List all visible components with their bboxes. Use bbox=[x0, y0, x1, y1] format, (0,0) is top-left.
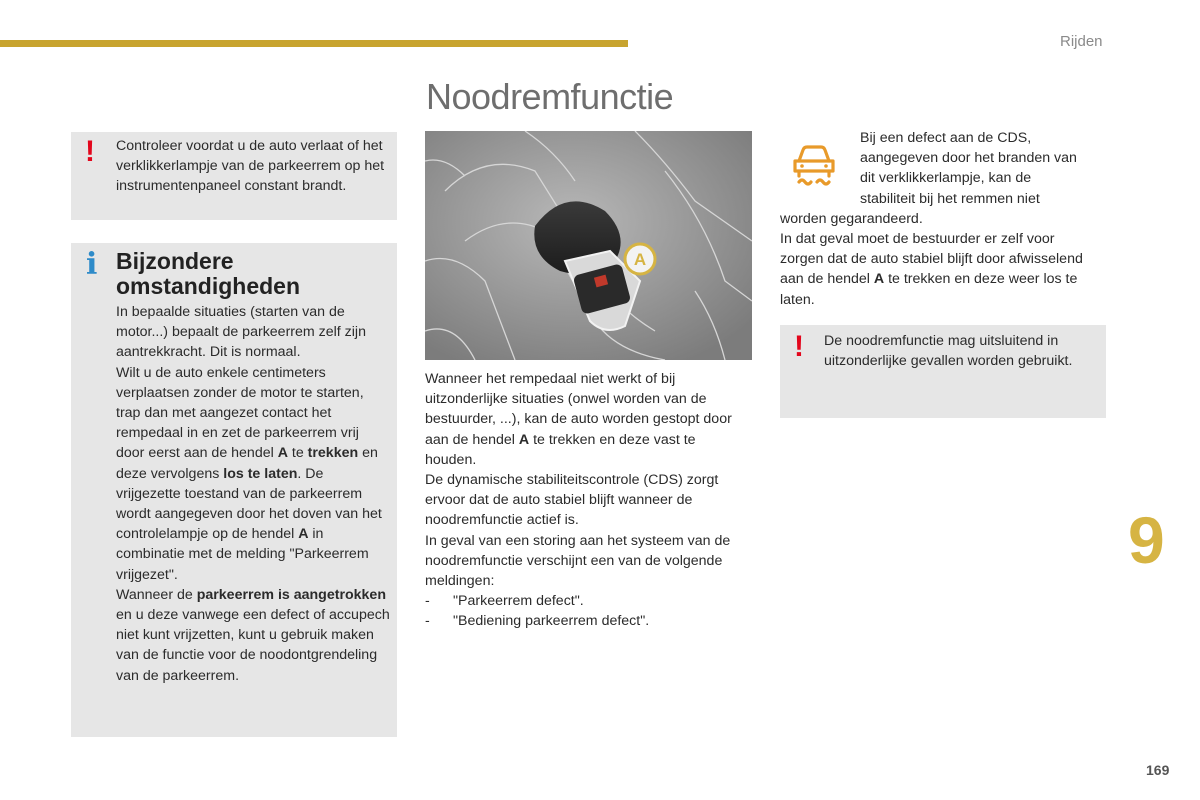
info-title-line2: omstandigheden bbox=[116, 273, 301, 299]
warning-right-text: De noodremfunctie mag uitsluitend in uitzonderlijke gevallen worden gebruikt. bbox=[824, 333, 1073, 370]
callout-label-a: A bbox=[633, 250, 647, 269]
middle-paragraph-2: De dynamische stabiliteitscontrole (CDS) zorgt ervoor dat de auto stabiel blijft wanneer de noodremfunctie actief is. bbox=[425, 472, 719, 529]
list-item: - "Bediening parkeerrem defect". bbox=[425, 611, 750, 631]
header-gold-bar bbox=[0, 40, 628, 47]
middle-paragraph-3: In geval van een storing aan het systeem van de noodremfunctie verschijnt een van de volgende meldingen: bbox=[425, 532, 731, 590]
info-paragraph-2: Wilt u de auto enkele centimeters verplaatsen zonder de motor te starten, trap dan met aangezet contact het rempedaal in en zet de parkeerrem vrij door eerst aan de hendel A te trekken en deze vervolgens los te laten. De vrijgezette toestand van de parkeerrem wordt aangegeven door het doven van het controlelampje op de hendel A in combinatie met de melding "Parkeerrem vrijgezet". bbox=[116, 364, 382, 583]
warning-top-text: Controleer voordat u de auto verlaat of het verklikkerlampje van de parkeerrem op het instrumentenpaneel constant brandt. bbox=[116, 138, 385, 195]
parking-brake-console-image bbox=[425, 131, 752, 360]
info-icon: i bbox=[86, 247, 98, 282]
page-number: 169 bbox=[1146, 762, 1170, 778]
warning-exclamation-icon: ! bbox=[85, 135, 95, 168]
page-title: Noodremfunctie bbox=[426, 76, 674, 117]
cds-warning-icon bbox=[790, 140, 838, 192]
middle-column-text bbox=[425, 369, 750, 632]
section-title: Rijden bbox=[1060, 33, 1103, 50]
warning-exclamation-icon: ! bbox=[794, 330, 804, 363]
info-paragraph-1: In bepaalde situaties (starten van de motor...) bepaalt de parkeerrem zelf zijn aantrekkracht. Dit is normaal. bbox=[116, 304, 366, 361]
message-list bbox=[425, 591, 750, 631]
chapter-number: 9 bbox=[1128, 503, 1165, 577]
info-box-body bbox=[116, 302, 391, 686]
info-box-title bbox=[116, 249, 300, 299]
cds-paragraph-2: In dat geval moet de bestuurder er zelf voor zorgen dat de auto stabiel blijft door afwisselend aan de hendel A te trekken en deze weer los te laten. bbox=[780, 231, 1083, 308]
cds-paragraph-continued: worden gegarandeerd. bbox=[780, 211, 923, 227]
cds-paragraph-indented: Bij een defect aan de CDS, aangegeven door het branden van dit verklikkerlampje, kan de stabiliteit bij het remmen niet bbox=[860, 130, 1077, 207]
info-paragraph-3: Wanneer de parkeerrem is aangetrokken en u deze vanwege een defect of accupech niet kunt vrijzetten, kunt u gebruik maken van de functie voor de noodontgrendeling van de parkeerrem. bbox=[116, 586, 390, 684]
middle-paragraph-1: Wanneer het rempedaal niet werkt of bij uitzonderlijke situaties (onwel worden van de bestuurder, ...), kan de auto worden gestopt door aan de hendel A te trekken en deze vast te houden. bbox=[425, 371, 732, 468]
list-item: - "Parkeerrem defect". bbox=[425, 591, 750, 611]
info-title-line1: Bijzondere bbox=[116, 248, 234, 274]
console-illustration bbox=[425, 131, 752, 360]
